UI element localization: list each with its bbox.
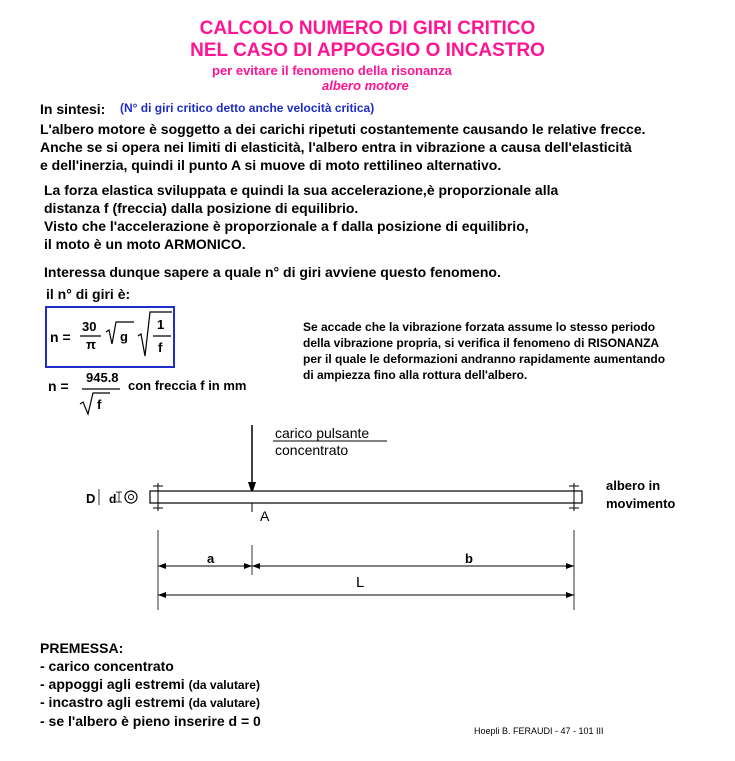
formula1-g: g bbox=[120, 329, 128, 344]
label-A: A bbox=[260, 508, 270, 524]
formula2-num: 945.8 bbox=[86, 370, 119, 385]
premessa-title: PREMESSA: bbox=[40, 640, 124, 656]
intro-line-1: L'albero motore è soggetto a dei carichi ripetuti costantemente causando le relative frecce. bbox=[40, 121, 646, 137]
sqrt-f-symbol bbox=[80, 393, 110, 414]
label-D: D bbox=[86, 491, 96, 506]
premessa-item-1: - carico concentrato bbox=[40, 658, 174, 674]
formula1-one: 1 bbox=[157, 317, 165, 332]
formula1-num: 30 bbox=[82, 319, 97, 334]
intro-note: (N° di giri critico detto anche velocità critica) bbox=[120, 101, 375, 115]
premessa-item-2: - appoggi agli estremi (da valutare) bbox=[40, 676, 260, 692]
explanation-line-3: Visto che l'accelerazione è proporzionale a f dalla posizione di equilibrio, bbox=[44, 218, 529, 234]
load-label-2: concentrato bbox=[275, 442, 349, 458]
formula2-f: f bbox=[97, 397, 102, 412]
premessa-item-2-note: (da valutare) bbox=[188, 678, 260, 692]
label-b: b bbox=[465, 551, 473, 566]
premessa-item-3-note: (da valutare) bbox=[188, 696, 260, 710]
section-inner-circle bbox=[129, 495, 134, 500]
shaft bbox=[150, 491, 582, 503]
page-title-line2: NEL CASO DI APPOGGIO O INCASTRO bbox=[190, 40, 545, 61]
section-outer-circle bbox=[125, 491, 137, 503]
formula-intro: il n° di giri è: bbox=[46, 286, 131, 302]
intro-line-3: e dell'inerzia, quindi il punto A si muove di moto rettilineo alternativo. bbox=[40, 157, 502, 173]
load-label-1: carico pulsante bbox=[275, 425, 370, 441]
formula2-note: con freccia f in mm bbox=[128, 378, 247, 393]
intro-line-2: Anche se si opera nei limiti di elasticità, l'albero entra in vibrazione a causa dell'elasticità bbox=[40, 139, 632, 155]
premessa-item-4: - se l'albero è pieno inserire d = 0 bbox=[40, 713, 261, 729]
explanation-line-1: La forza elastica sviluppata e quindi la sua accelerazione,è proporzionale alla bbox=[44, 182, 559, 198]
explanation-line-4: il moto è un moto ARMONICO. bbox=[44, 236, 246, 252]
formula1-f: f bbox=[158, 340, 163, 355]
label-a: a bbox=[207, 551, 215, 566]
label-L: L bbox=[356, 574, 365, 591]
shaft-label-1: albero in bbox=[606, 478, 661, 493]
question: Interessa dunque sapere a quale n° di giri avviene questo fenomeno. bbox=[44, 264, 501, 280]
load-arrow-head bbox=[248, 482, 256, 494]
label-d: d bbox=[109, 492, 117, 506]
premessa-item-3: - incastro agli estremi (da valutare) bbox=[40, 694, 260, 710]
subtitle-albero: albero motore bbox=[322, 78, 409, 93]
subtitle: per evitare il fenomeno della risonanza bbox=[212, 63, 452, 78]
formula2-lhs: n = bbox=[48, 378, 69, 394]
shaft-label-2: movimento bbox=[606, 496, 676, 511]
resonance-line-2: della vibrazione propria, si verifica il fenomeno di RISONANZA bbox=[303, 336, 660, 350]
resonance-line-4: di ampiezza fino alla rottura dell'albero. bbox=[303, 368, 528, 382]
formula1-den: π bbox=[86, 337, 96, 352]
footer-credit: Hoepli B. FERAUDI - 47 - 101 III bbox=[474, 726, 604, 736]
formula1-lhs: n = bbox=[50, 329, 71, 345]
page-title: CALCOLO NUMERO DI GIRI CRITICO bbox=[199, 18, 536, 39]
resonance-line-3: per il quale le deformazioni andranno rapidamente aumentando bbox=[303, 352, 666, 366]
resonance-line-1: Se accade che la vibrazione forzata assume lo stesso periodo bbox=[303, 320, 656, 334]
intro-label: In sintesi: bbox=[40, 101, 106, 117]
explanation-line-2: distanza f (freccia) dalla posizione di equilibrio. bbox=[44, 200, 359, 216]
